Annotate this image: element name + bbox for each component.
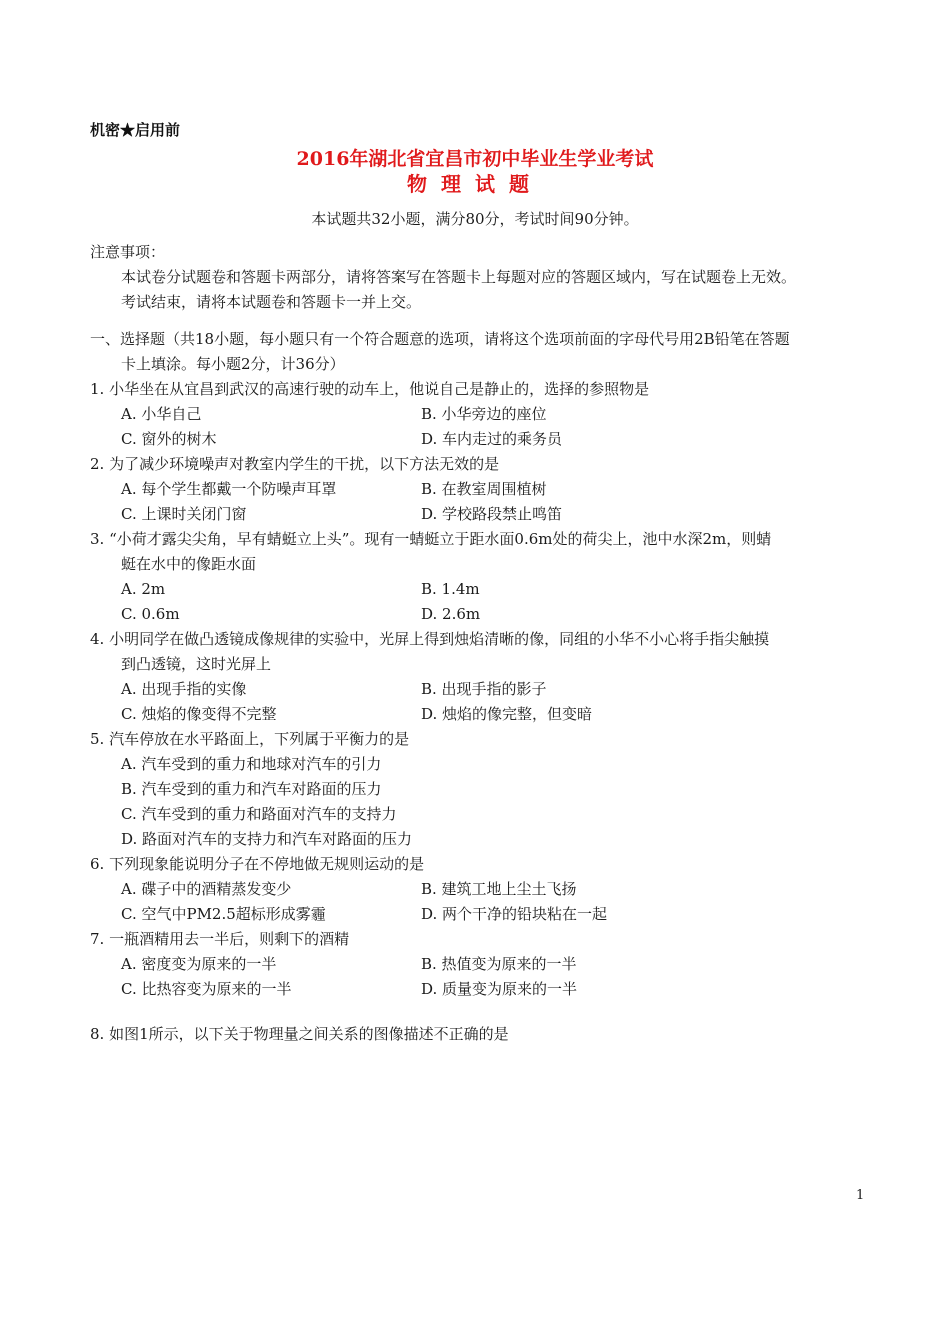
- option-b: B. 小华旁边的座位: [421, 405, 547, 423]
- option-d: D. 质量变为原来的一半: [421, 980, 578, 998]
- notes-line-2: 考试结束，请将本试题卷和答题卡一并上交。: [121, 293, 422, 311]
- option-d: D. 路面对汽车的支持力和汽车对路面的压力: [121, 830, 413, 848]
- option-a: A. 2m: [121, 580, 166, 598]
- option-b: B. 建筑工地上尘土飞扬: [421, 880, 577, 898]
- question-stem: 5. 汽车停放在水平路面上，下列属于平衡力的是: [90, 730, 410, 748]
- exam-title: 2016年湖北省宜昌市初中毕业生学业考试: [296, 148, 654, 170]
- confidential-label: 机密★启用前: [90, 121, 181, 139]
- option-a: A. 汽车受到的重力和地球对汽车的引力: [121, 755, 382, 773]
- exam-info: 本试题共32小题，满分80分，考试时间90分钟。: [311, 210, 639, 228]
- option-b: B. 汽车受到的重力和汽车对路面的压力: [121, 780, 382, 798]
- question-stem-cont: 到凸透镜，这时光屏上: [121, 655, 272, 673]
- option-c: C. 窗外的树木: [121, 430, 217, 448]
- question-stem: 8. 如图1所示，以下关于物理量之间关系的图像描述不正确的是: [90, 1025, 509, 1043]
- option-d: D. 烛焰的像完整，但变暗: [421, 705, 593, 723]
- notes-heading: 注意事项：: [90, 243, 166, 261]
- option-b: B. 热值变为原来的一半: [421, 955, 577, 973]
- option-a: A. 每个学生都戴一个防噪声耳罩: [121, 480, 337, 498]
- section-heading-cont: 卡上填涂。每小题2分，计36分）: [121, 355, 345, 373]
- option-a: A. 碟子中的酒精蒸发变少: [121, 880, 292, 898]
- section-heading: 一、选择题（共18小题，每小题只有一个符合题意的选项，请将这个选项前面的字母代号用2B铅笔在答题: [90, 330, 790, 348]
- option-d: D. 两个干净的铅块粘在一起: [421, 905, 608, 923]
- question-stem: 2. 为了减少环境噪声对教室内学生的干扰，以下方法无效的是: [90, 455, 500, 473]
- question-stem: 7. 一瓶酒精用去一半后，则剩下的酒精: [90, 930, 350, 948]
- question-stem-cont: 蜓在水中的像距水面: [121, 555, 257, 573]
- option-c: C. 汽车受到的重力和路面对汽车的支持力: [121, 805, 397, 823]
- option-a: A. 小华自己: [121, 405, 202, 423]
- question-stem: 3. “小荷才露尖尖角，早有蜻蜓立上头”。现有一蜻蜓立于距水面0.6m处的荷尖上，池中水深2m，则蜻: [90, 530, 772, 548]
- option-b: B. 在教室周围植树: [421, 480, 547, 498]
- option-d: D. 车内走过的乘务员: [421, 430, 563, 448]
- notes-line-1: 本试卷分试题卷和答题卡两部分，请将答案写在答题卡上每题对应的答题区域内，写在试题卷上无效。: [121, 268, 797, 286]
- exam-subtitle: 物理试题: [407, 172, 543, 196]
- question-stem: 1. 小华坐在从宜昌到武汉的高速行驶的动车上，他说自己是静止的，选择的参照物是: [90, 380, 650, 398]
- option-c: C. 空气中PM2.5超标形成雾霾: [121, 905, 326, 923]
- option-c: C. 比热容变为原来的一半: [121, 980, 292, 998]
- option-b: B. 出现手指的影子: [421, 680, 547, 698]
- page-number: 1: [856, 1188, 865, 1203]
- option-c: C. 上课时关闭门窗: [121, 505, 247, 523]
- option-d: D. 2.6m: [421, 605, 481, 623]
- question-stem: 6. 下列现象能说明分子在不停地做无规则运动的是: [90, 855, 425, 873]
- option-c: C. 烛焰的像变得不完整: [121, 705, 277, 723]
- option-b: B. 1.4m: [421, 580, 480, 598]
- option-a: A. 出现手指的实像: [121, 680, 247, 698]
- question-stem: 4. 小明同学在做凸透镜成像规律的实验中，光屏上得到烛焰清晰的像，同组的小华不小心将手指尖触摸: [90, 630, 770, 648]
- option-a: A. 密度变为原来的一半: [121, 955, 277, 973]
- option-d: D. 学校路段禁止鸣笛: [421, 505, 563, 523]
- option-c: C. 0.6m: [121, 605, 180, 623]
